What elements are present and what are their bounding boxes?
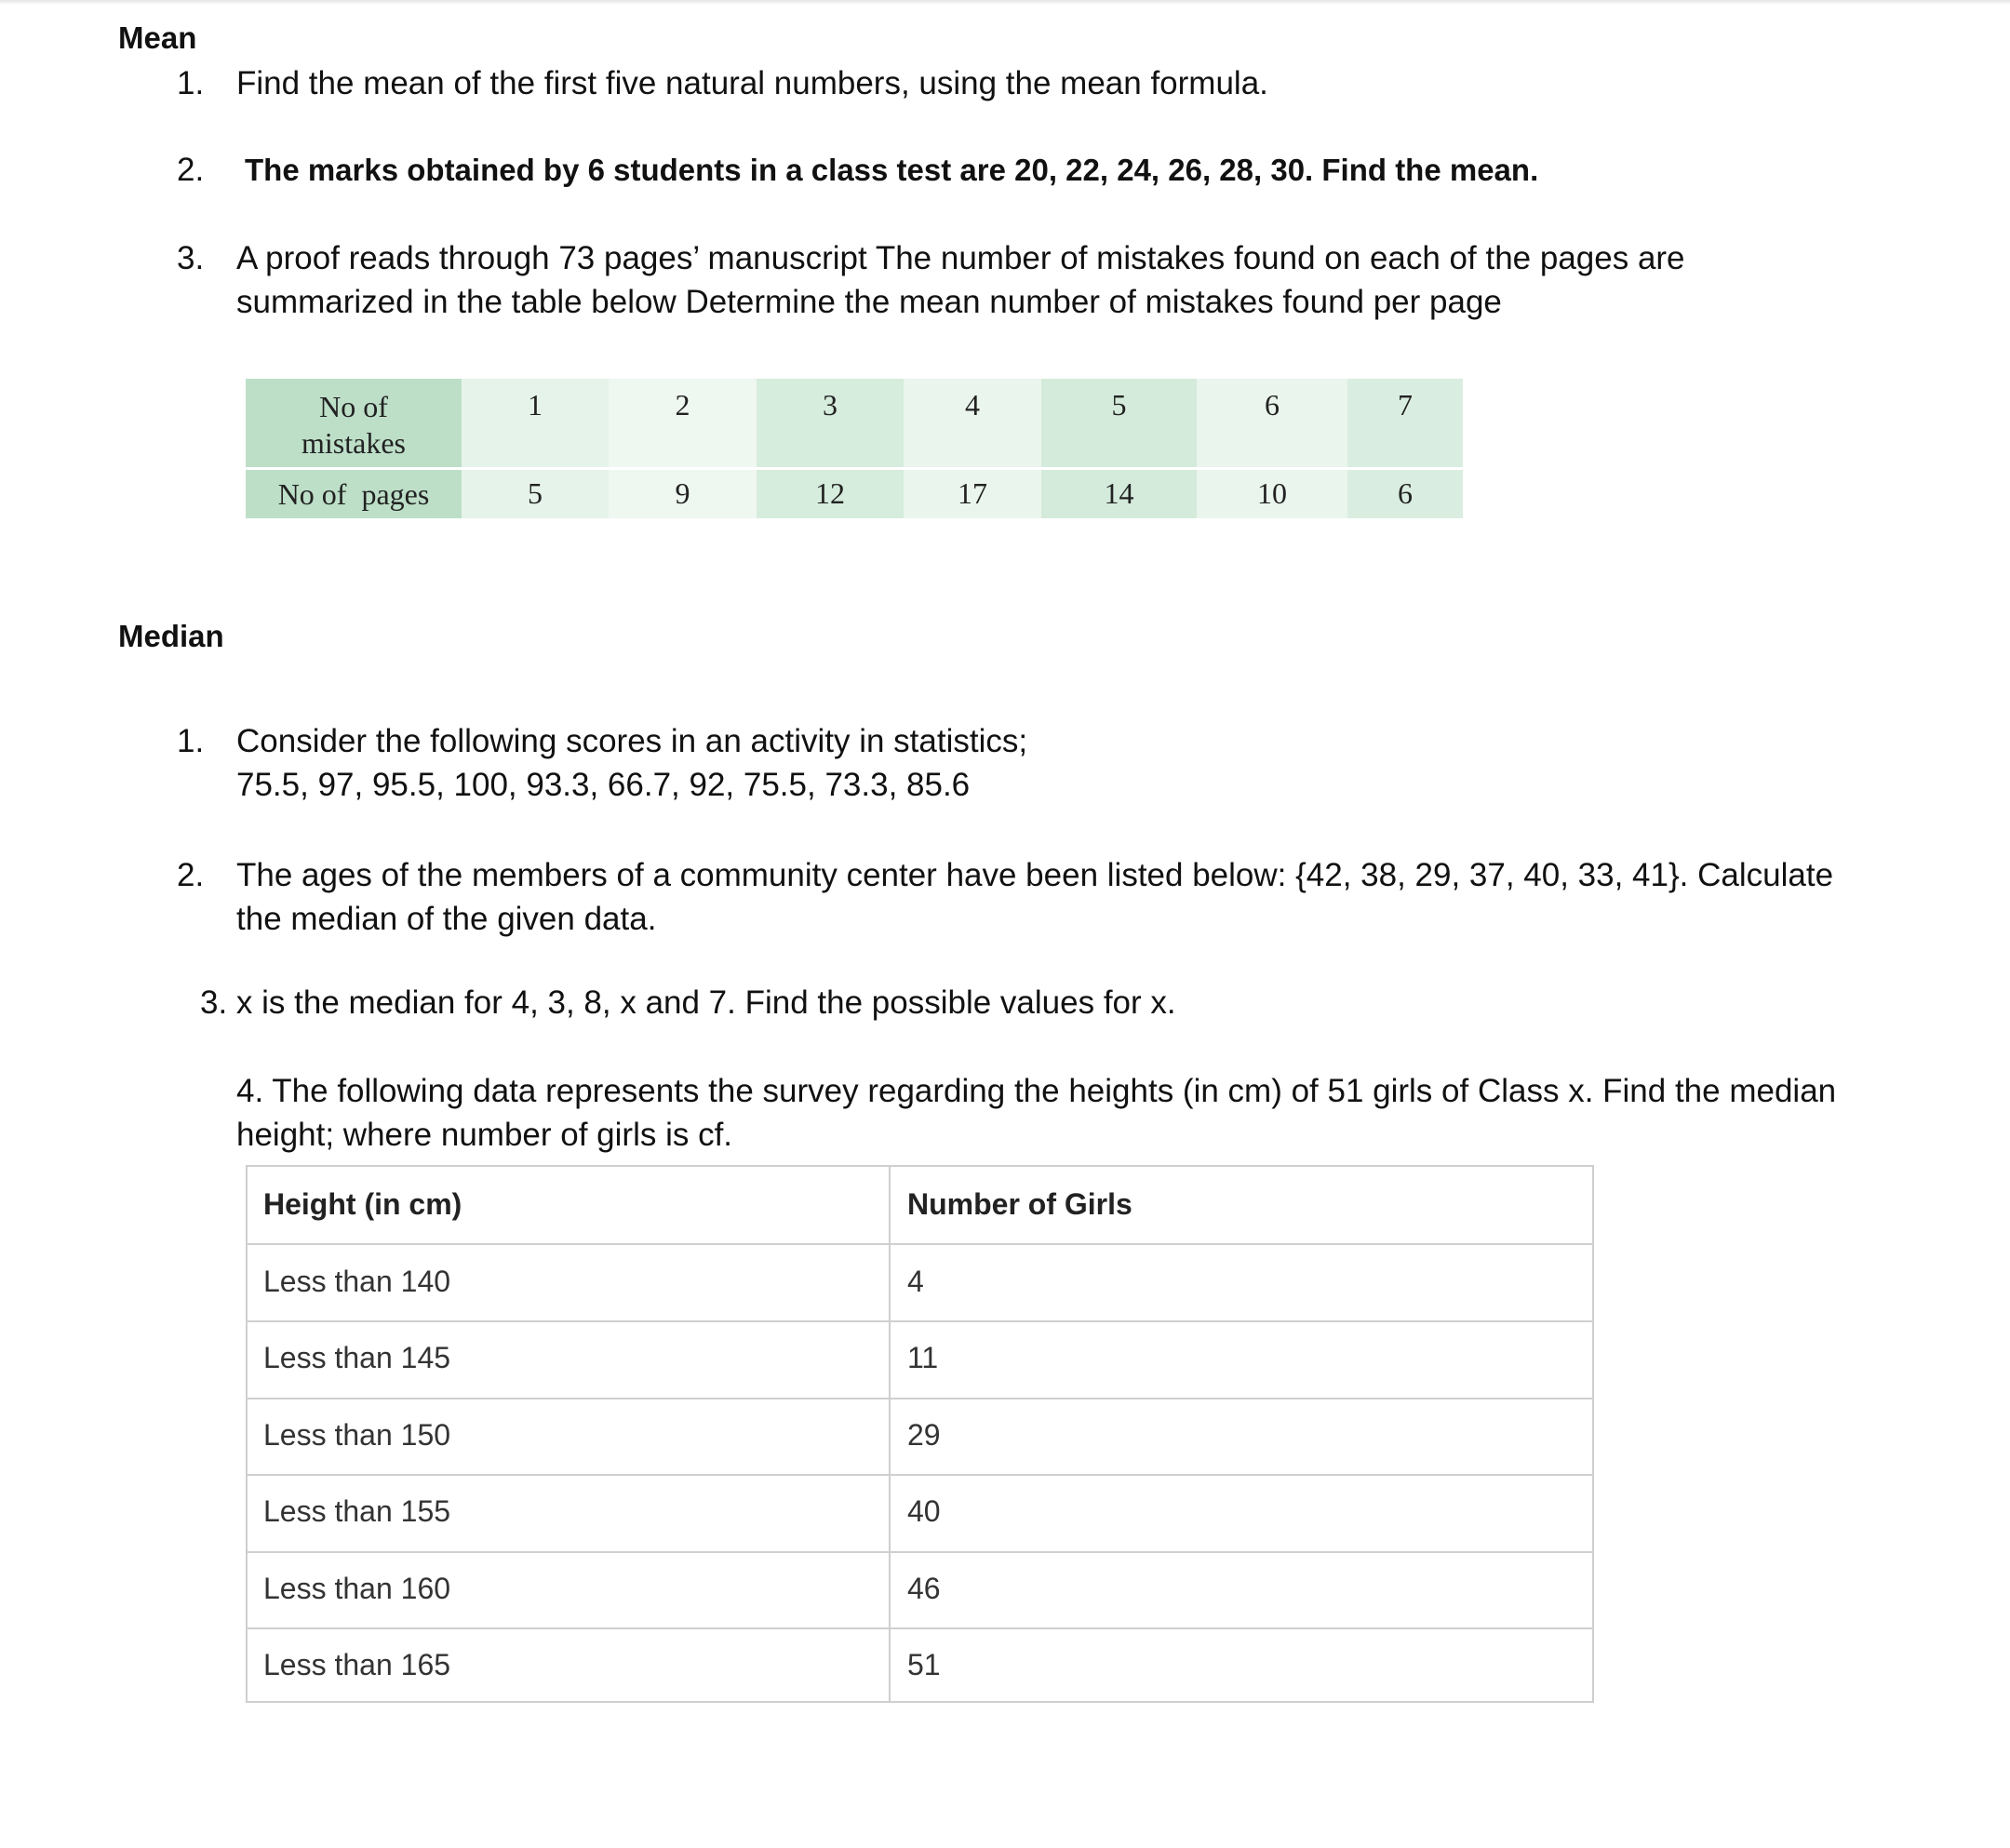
mistakes-row2-label: No of pages	[277, 477, 430, 511]
mistakes-value: 7	[1398, 388, 1413, 422]
height-cell: Less than 165	[263, 1648, 451, 1681]
median-q3-text: 3. x is the median for 4, 3, 8, x and 7. Find the possible values for x.	[200, 984, 1176, 1021]
mean-q1-number: 1.	[177, 65, 205, 101]
mean-q3-line1: A proof reads through 73 pages’ manuscript The number of mistakes found on each of the pages are	[236, 240, 1685, 276]
mistakes-row1-label-line2: mistakes	[302, 426, 406, 460]
mistakes-row-divider	[246, 467, 1463, 470]
mistakes-value: 2	[675, 388, 690, 422]
heights-table-row-divider	[248, 1243, 1592, 1245]
height-cell: Less than 140	[263, 1265, 451, 1298]
mistakes-value: 1	[528, 388, 543, 422]
pages-value: 14	[1104, 476, 1134, 510]
heights-table-row-divider	[248, 1320, 1592, 1322]
pages-value: 9	[675, 476, 690, 510]
mean-q3-line2: summarized in the table below Determine the mean number of mistakes found per page	[236, 284, 1502, 320]
median-q2-number: 2.	[177, 857, 205, 893]
height-cell: Less than 145	[263, 1341, 451, 1374]
pages-value: 17	[958, 476, 987, 510]
mistakes-table	[246, 379, 1463, 518]
mistakes-value: 5	[1111, 388, 1127, 422]
heights-table	[246, 1165, 1594, 1703]
mistakes-value: 4	[965, 388, 980, 422]
girls-cell: 4	[907, 1265, 924, 1298]
median-q1-number: 1.	[177, 723, 205, 759]
median-heading: Median	[118, 619, 224, 653]
girls-cell: 11	[907, 1341, 939, 1374]
girls-cell: 46	[907, 1572, 941, 1605]
height-cell: Less than 160	[263, 1572, 451, 1605]
median-q1-line2: 75.5, 97, 95.5, 100, 93.3, 66.7, 92, 75.5, 73.3, 85.6	[236, 767, 971, 803]
height-column-header: Height (in cm)	[263, 1187, 462, 1221]
heights-table-row-divider	[248, 1551, 1592, 1553]
heights-table-row-divider	[248, 1627, 1592, 1629]
girls-cell: 51	[907, 1648, 941, 1681]
mistakes-value: 3	[823, 388, 838, 422]
pages-value: 10	[1257, 476, 1287, 510]
mean-q2-number: 2.	[177, 152, 205, 188]
girls-column-header: Number of Girls	[907, 1187, 1132, 1221]
median-q4-line2: height; where number of girls is cf.	[236, 1117, 733, 1153]
mean-q1-text: Find the mean of the first five natural numbers, using the mean formula.	[236, 65, 1268, 101]
median-q2-line1: The ages of the members of a community center have been listed below: {42, 38, 29, 37, 40, 33, 41}. Calculate	[236, 857, 1834, 893]
height-cell: Less than 155	[263, 1494, 451, 1528]
height-cell: Less than 150	[263, 1418, 451, 1452]
pages-value: 12	[815, 476, 845, 510]
median-q1-line1: Consider the following scores in an activity in statistics;	[236, 723, 1028, 759]
pages-value: 6	[1398, 476, 1413, 510]
mean-q3-number: 3.	[177, 240, 205, 276]
median-q2-line2: the median of the given data.	[236, 901, 657, 937]
mistakes-value: 6	[1265, 388, 1280, 422]
top-edge-shadow	[0, 0, 2010, 5]
girls-cell: 40	[907, 1494, 941, 1528]
pages-value: 5	[528, 476, 543, 510]
heights-table-column-divider	[889, 1167, 891, 1701]
girls-cell: 29	[907, 1418, 941, 1452]
heights-table-row-divider	[248, 1474, 1592, 1476]
mean-q2-text: The marks obtained by 6 students in a class test are 20, 22, 24, 26, 28, 30. Find the mean.	[245, 153, 1539, 187]
heights-table-row-divider	[248, 1398, 1592, 1399]
mean-heading: Mean	[118, 20, 197, 55]
mistakes-row1-label-line1: No of	[319, 390, 388, 423]
median-q4-line1: 4. The following data represents the survey regarding the heights (in cm) of 51 girls of Class x. Find the median	[236, 1073, 1837, 1109]
